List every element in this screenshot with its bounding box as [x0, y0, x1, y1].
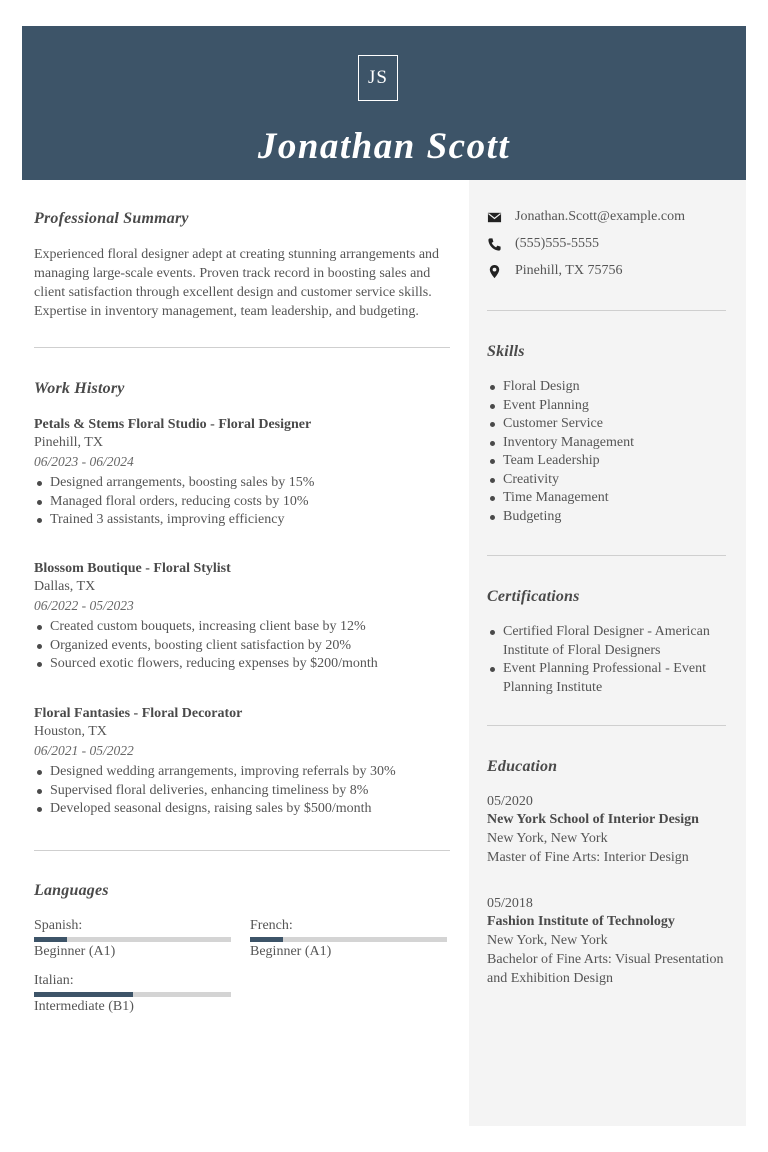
sidebar-divider	[487, 310, 726, 311]
job-bullet: Sourced exotic flowers, reducing expenses by $200/month	[34, 655, 450, 674]
language-level: Beginner (A1)	[250, 944, 332, 959]
skill-item: Customer Service	[487, 415, 727, 434]
job-location: Pinehill, TX	[34, 435, 103, 450]
job-dates: 06/2021 - 05/2022	[34, 743, 134, 758]
job-bullet: Organized events, boosting client satisfaction by 20%	[34, 637, 450, 656]
certifications-title: Certifications	[487, 588, 580, 605]
work-history-title: Work History	[34, 380, 125, 397]
education-location: New York, New York	[487, 831, 608, 846]
job-entry	[34, 415, 450, 530]
language-bar	[34, 937, 231, 942]
skill-item: Event Planning	[487, 397, 727, 416]
contact-email	[487, 207, 685, 227]
education-degree: Bachelor of Fine Arts: Visual Presentation and Exhibition Design	[487, 952, 724, 986]
job-entry	[34, 559, 450, 674]
job-bullet: Trained 3 assistants, improving efficiency	[34, 511, 450, 530]
language-bar-fill	[250, 937, 283, 942]
certification-item: Certified Floral Designer - American Institute of Floral Designers	[487, 623, 719, 660]
language-item	[250, 917, 447, 961]
language-bar	[34, 992, 231, 997]
job-bullet: Developed seasonal designs, raising sales by $500/month	[34, 800, 450, 819]
main-divider	[34, 347, 450, 348]
sidebar-divider	[487, 555, 726, 556]
job-entry	[34, 704, 450, 819]
language-bar-fill	[34, 937, 67, 942]
skill-item: Floral Design	[487, 378, 727, 397]
summary-title: Professional Summary	[34, 210, 189, 227]
language-bar-fill	[34, 992, 133, 997]
contact-phone	[487, 234, 599, 254]
education-entry	[487, 894, 732, 988]
job-dates: 06/2022 - 05/2023	[34, 598, 134, 613]
education-entry	[487, 792, 732, 867]
summary-text: Experienced floral designer adept at creating stunning arrangements and managing large-scale events. Proven track record in boosting sales and client satisfaction through excellent design and customer service skills. Expertise in inventory management, team leadership, and budgeting.	[34, 247, 440, 319]
contact-address-text: Pinehill, TX 75756	[515, 263, 623, 278]
sidebar-divider	[487, 725, 726, 726]
job-location: Dallas, TX	[34, 579, 96, 594]
resume-page	[22, 26, 746, 1126]
education-date: 05/2018	[487, 896, 533, 911]
job-bullet: Designed arrangements, boosting sales by 15%	[34, 474, 450, 493]
contact-email-text: Jonathan.Scott@example.com	[515, 209, 685, 224]
job-bullet: Created custom bouquets, increasing client base by 12%	[34, 618, 450, 637]
resume-header	[22, 26, 746, 180]
skill-item: Team Leadership	[487, 452, 727, 471]
location-pin-icon	[487, 264, 502, 279]
education-degree: Master of Fine Arts: Interior Design	[487, 850, 689, 865]
language-item	[34, 917, 231, 961]
skill-item: Time Management	[487, 489, 727, 508]
language-item	[34, 972, 231, 1016]
languages-title: Languages	[34, 882, 109, 899]
education-school: Fashion Institute of Technology	[487, 914, 675, 929]
job-location: Houston, TX	[34, 724, 107, 739]
contact-phone-text: (555)555-5555	[515, 236, 599, 251]
phone-icon	[487, 237, 502, 252]
education-title: Education	[487, 758, 558, 775]
education-school: New York School of Interior Design	[487, 812, 699, 827]
job-title: Floral Fantasies - Floral Decorator	[34, 706, 243, 721]
certifications-list	[487, 623, 719, 697]
job-bullets	[34, 618, 450, 674]
skills-title: Skills	[487, 343, 525, 360]
envelope-icon	[487, 210, 502, 225]
skill-item: Budgeting	[487, 508, 727, 527]
certification-item: Event Planning Professional - Event Planning Institute	[487, 660, 719, 697]
education-date: 05/2020	[487, 794, 533, 809]
skills-list	[487, 378, 727, 526]
job-bullet: Managed floral orders, reducing costs by 10%	[34, 493, 450, 512]
language-name: Italian:	[34, 973, 74, 988]
language-name: French:	[250, 918, 293, 933]
job-bullets	[34, 474, 450, 530]
skill-item: Creativity	[487, 471, 727, 490]
language-level: Intermediate (B1)	[34, 999, 134, 1014]
contact-address	[487, 261, 622, 281]
job-dates: 06/2023 - 06/2024	[34, 454, 134, 469]
job-title: Petals & Stems Floral Studio - Floral Designer	[34, 417, 312, 432]
education-location: New York, New York	[487, 933, 608, 948]
language-level: Beginner (A1)	[34, 944, 116, 959]
language-name: Spanish:	[34, 918, 83, 933]
job-bullet: Supervised floral deliveries, enhancing timeliness by 8%	[34, 782, 450, 801]
sidebar	[469, 180, 746, 1126]
skill-item: Inventory Management	[487, 434, 727, 453]
main-divider	[34, 850, 450, 851]
job-bullet: Designed wedding arrangements, improving referrals by 30%	[34, 763, 450, 782]
job-title: Blossom Boutique - Floral Stylist	[34, 561, 231, 576]
monogram: JS	[358, 55, 398, 101]
language-bar	[250, 937, 447, 942]
candidate-name: Jonathan Scott	[257, 126, 511, 167]
job-bullets	[34, 763, 450, 819]
